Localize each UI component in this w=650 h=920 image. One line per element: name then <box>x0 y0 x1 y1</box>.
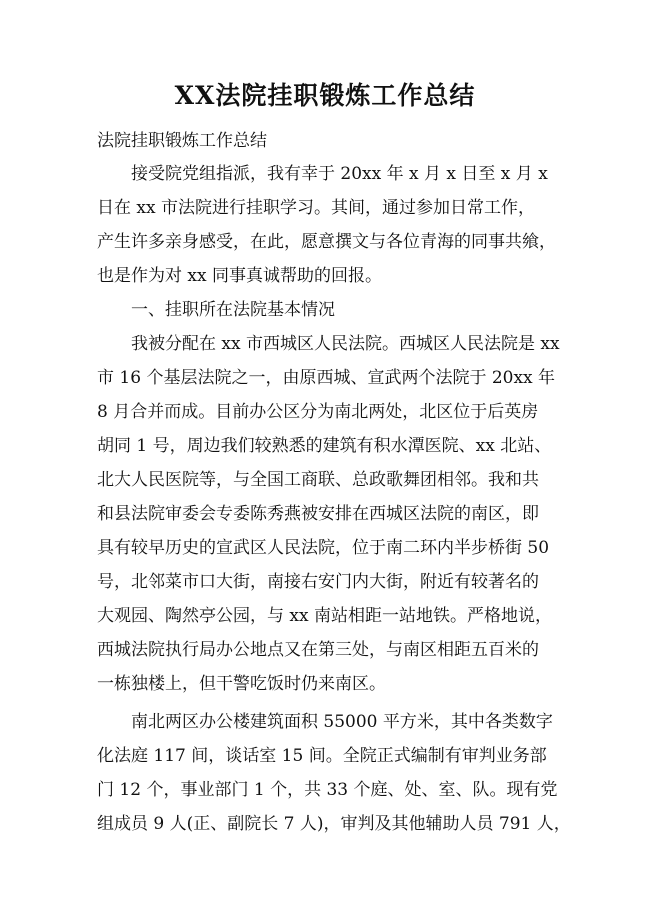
paragraph-line: 具有较早历史的宣武区人民法院，位于南二环内半步桥街 50 <box>97 538 550 558</box>
paragraph-line: 化法庭 117 间，谈话室 15 间。全院正式编制有审判业务部 <box>97 746 547 766</box>
paragraph-line: 一栋独楼上，但干警吃饭时仍来南区。 <box>97 674 386 694</box>
paragraph-building-info <box>97 705 571 841</box>
paragraph-intro <box>97 157 567 293</box>
paragraph-line: 日在 xx 市法院进行挂职学习。其间，通过参加日常工作， <box>97 198 535 218</box>
paragraph-line: 也是作为对 xx 同事真诚帮助的回报。 <box>97 266 382 286</box>
paragraph-line: 南北两区办公楼建筑面积 55000 平方米，其中各类数字 <box>131 712 553 732</box>
paragraph-line: 大观园、陶然亭公园，与 xx 南站相距一站地铁。严格地说， <box>97 606 552 626</box>
paragraph-line: 接受院党组指派，我有幸于 20xx 年 x 月 x 日至 x 月 x <box>131 164 548 184</box>
paragraph-court-info <box>97 327 567 701</box>
paragraph-line: 西城法院执行局办公地点又在第三处，与南区相距五百米的 <box>97 640 539 660</box>
paragraph-line: 胡同 1 号，周边我们较熟悉的建筑有积水潭医院、xx 北站、 <box>97 436 552 456</box>
section-heading <box>97 293 567 327</box>
paragraph-line: 门 12 个，事业部门 1 个，共 33 个庭、处、室、队。现有党 <box>97 780 558 800</box>
paragraph-line: 我被分配在 xx 市西城区人民法院。西城区人民法院是 xx <box>131 334 560 354</box>
document-title: XX法院挂职锻炼工作总结 <box>174 81 476 110</box>
paragraph-line: 8 月合并而成。目前办公区分为南北两处，北区位于后英房 <box>97 402 539 422</box>
paragraph-line: 市 16 个基层法院之一，由原西城、宣武两个法院于 20xx 年 <box>97 368 556 388</box>
paragraph-line: 产生许多亲身感受，在此，愿意撰文与各位青海的同事共飨， <box>97 232 556 252</box>
paragraph-line: 组成员 9 人(正、副院长 7 人)，审判及其他辅助人员 791 人， <box>97 814 571 834</box>
section-heading-text: 一、挂职所在法院基本情况 <box>131 300 335 320</box>
paragraph-line: 和县法院审委会专委陈秀燕被安排在西城区法院的南区，即 <box>97 504 539 524</box>
paragraph-line: 北大人民医院等，与全国工商联、总政歌舞团相邻。我和共 <box>97 470 539 490</box>
document-subtitle: 法院挂职锻炼工作总结 <box>97 131 267 151</box>
document-body <box>97 157 571 841</box>
paragraph-line: 号，北邻菜市口大街，南接右安门内大街，附近有较著名的 <box>97 572 539 592</box>
